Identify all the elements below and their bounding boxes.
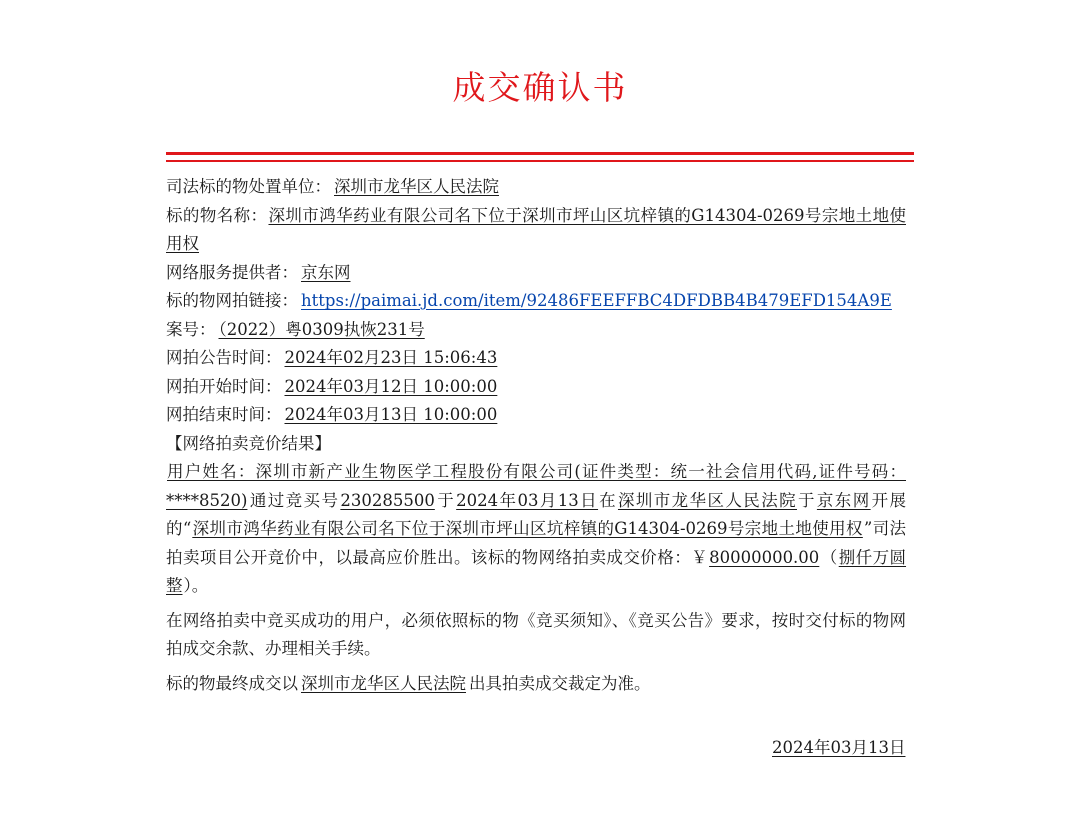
result-text: 通过竞买号 (248, 490, 340, 510)
field-value: 2024年03月13日 10:00:00 (284, 405, 498, 424)
bid-number: 230285500 (340, 490, 435, 510)
document-body (166, 173, 906, 698)
result-text: ”司法拍卖项目公开竞价中，以最高应价胜出。该标的物网络拍卖成交价格：￥ (166, 519, 906, 567)
field-value: 京东网 (301, 262, 351, 282)
field-label: 网络服务提供者： (166, 262, 298, 282)
result-date: 2024年03月13日 (456, 490, 599, 510)
field-value: 深圳市鸿华药业有限公司名下位于深圳市坪山区坑梓镇的G14304-0269号宗地土地使用权 (166, 205, 906, 253)
result-text: 开展的“ (166, 490, 907, 538)
field-label: 网拍公告时间： (166, 348, 282, 367)
final-line (166, 670, 906, 699)
result-text: 于 (798, 490, 816, 510)
result-text: （ (820, 547, 838, 567)
field-label: 案号： (166, 319, 216, 339)
field-provider (166, 259, 906, 288)
result-court: 深圳市龙华区人民法院 (617, 490, 797, 510)
result-paragraph (166, 458, 906, 601)
result-text: 在 (599, 490, 617, 510)
field-label: 标的物网拍链接： (166, 291, 298, 310)
final-court: 深圳市龙华区人民法院 (301, 673, 466, 693)
auction-link[interactable]: https://paimai.jd.com/item/92486FEEFFBC4DFDBB4B479EFD154A9E (301, 291, 892, 310)
field-start-time (166, 373, 906, 402)
field-court (166, 173, 906, 202)
field-end-time (166, 401, 906, 430)
field-value: 2024年02月23日 15:06:43 (284, 348, 498, 367)
title-rule-thin (166, 160, 914, 162)
result-heading: 【网络拍卖竞价结果】 (166, 433, 331, 453)
title-rule-thick (166, 152, 914, 155)
document-date: 2024年03月13日 (772, 738, 906, 757)
field-label: 网拍开始时间： (166, 376, 282, 396)
field-link (166, 287, 906, 316)
final-text: 出具拍卖成交裁定为准。 (469, 673, 651, 693)
field-item-name (166, 202, 906, 259)
result-price: 80000000.00 (709, 547, 820, 567)
result-text: ）。 (183, 576, 209, 595)
field-value: 深圳市龙华区人民法院 (334, 177, 499, 196)
field-value: （2022）粤0309执恢231号 (218, 319, 425, 339)
result-text: 于 (435, 490, 456, 510)
result-item: 深圳市鸿华药业有限公司名下位于深圳市坪山区坑梓镇的G14304-0269号宗地土地使用权 (192, 519, 863, 538)
result-price-cn: 捌仟万圆整 (166, 547, 907, 595)
document-title: 成交确认书 (452, 68, 628, 107)
field-label: 标的物名称： (166, 205, 268, 225)
field-label: 司法标的物处置单位： (166, 177, 331, 196)
result-platform: 京东网 (816, 490, 871, 510)
field-announce-time (166, 344, 906, 373)
buyer-info: 用户姓名：深圳市新产业生物医学工程股份有限公司(证件类型：统一社会信用代码,证件号码：****8520) (166, 462, 906, 510)
field-value: 2024年03月12日 10:00:00 (284, 376, 498, 396)
final-text: 标的物最终成交以 (166, 673, 298, 693)
notice-paragraph: 在网络拍卖中竞买成功的用户，必须依照标的物《竞买须知》、《竞买公告》要求，按时交付标的物网拍成交余款、办理相关手续。 (166, 610, 906, 658)
field-case-no (166, 316, 906, 345)
field-label: 网拍结束时间： (166, 405, 282, 424)
